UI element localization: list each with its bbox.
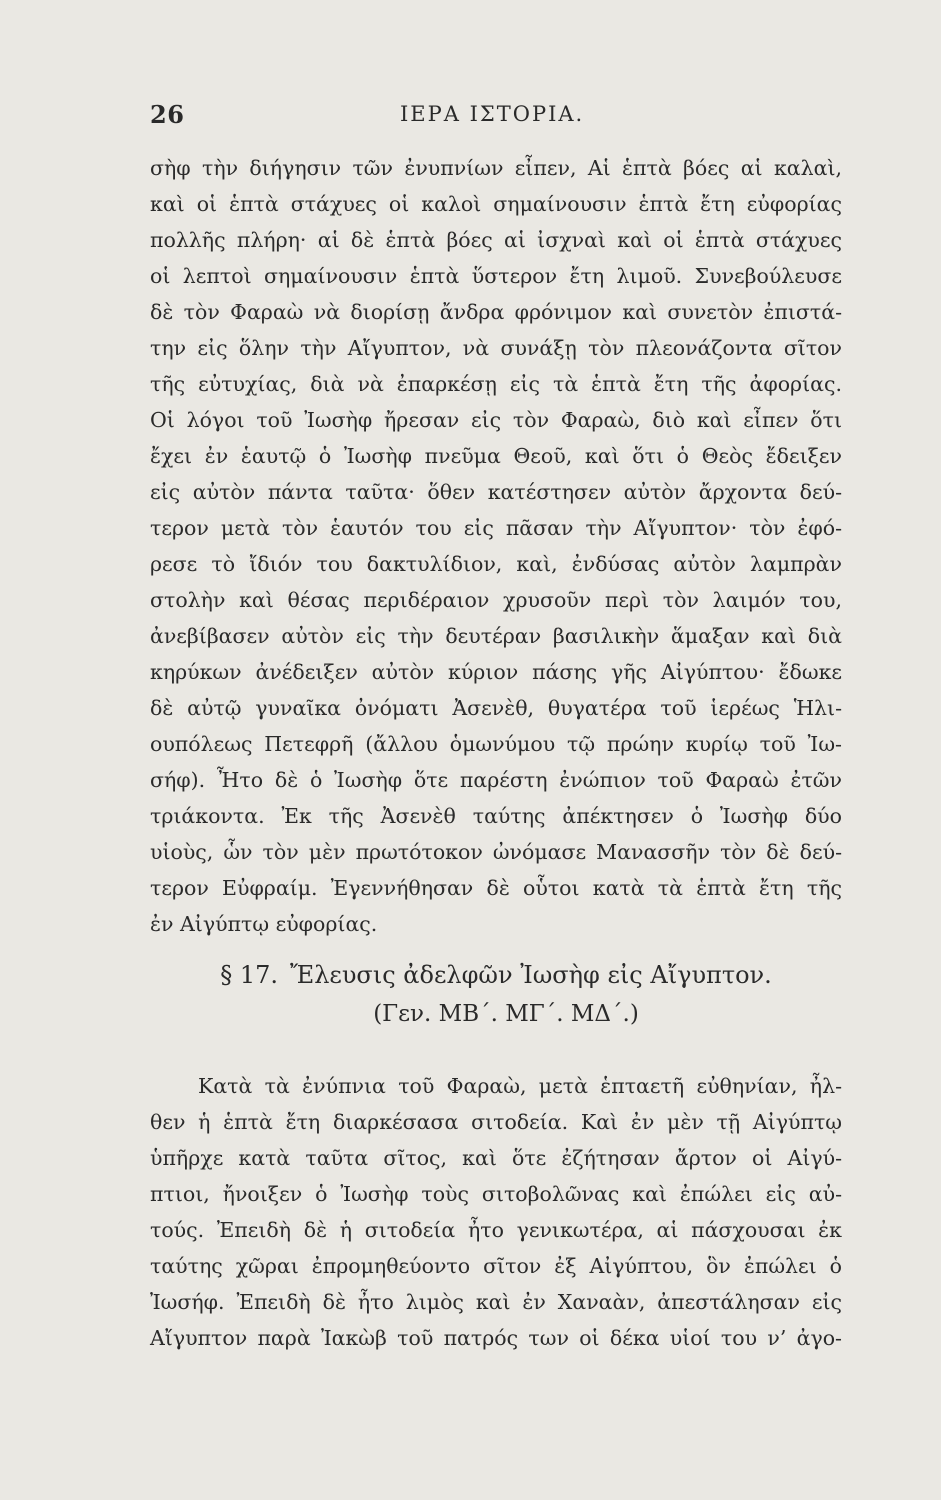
text-line: ἐν Αἰγύπτῳ εὐφορίας. bbox=[150, 912, 378, 936]
text-line: ταύτης χῶραι ἐπρομηθεύοντο σῖτον ἐξ Αἰγύπτου, ὃν ἐπώλει ὁ bbox=[150, 1254, 842, 1278]
text-line: καὶ οἱ ἑπτὰ στάχυες οἱ καλοὶ σημαίνουσιν ἑπτὰ ἔτη εὐφορίας bbox=[150, 192, 842, 216]
text-line: πτιοι, ἤνοιξεν ὁ Ἰωσὴφ τοὺς σιτοβολῶνας καὶ ἐπώλει εἰς αὐ- bbox=[150, 1182, 842, 1206]
text-line: δὲ αὐτῷ γυναῖκα ὀνόματι Ἀσενὲθ, θυγατέρα τοῦ ἱερέως Ἡλι- bbox=[150, 696, 842, 720]
text-line: υἱοὺς, ὧν τὸν μὲν πρωτότοκον ὠνόμασε Μανασσῆν τὸν δὲ δεύ- bbox=[150, 840, 842, 864]
section-title-line bbox=[150, 955, 842, 995]
text-line: Αἴγυπτον παρὰ Ἰακὼβ τοῦ πατρός των οἱ δέκα υἱοί του ν’ ἀγο- bbox=[150, 1326, 842, 1350]
text-line: θεν ἡ ἑπτὰ ἔτη διαρκέσασα σιτοδεία. Καὶ ἐν μὲν τῇ Αἰγύπτῳ bbox=[150, 1110, 842, 1134]
section-title: Ἔλευσις ἀδελφῶν Ἰωσὴφ εἰς Αἴγυπτον. bbox=[290, 961, 772, 989]
text-line: σὴφ τὴν διήγησιν τῶν ἐνυπνίων εἶπεν, Αἱ ἑπτὰ βόες αἱ καλαὶ, bbox=[150, 156, 842, 180]
page-number: 26 bbox=[150, 100, 185, 129]
text-line: δὲ τὸν Φαραὼ νὰ διορίσῃ ἄνδρα φρόνιμον καὶ συνετὸν ἐπιστά- bbox=[150, 300, 842, 324]
text-line: ἀνεβίβασεν αὐτὸν εἰς τὴν δευτέραν βασιλικὴν ἅμαξαν καὶ διὰ bbox=[150, 624, 842, 648]
text-line: τριάκοντα. Ἐκ τῆς Ἀσενὲθ ταύτης ἀπέκτησεν ὁ Ἰωσὴφ δύο bbox=[150, 804, 842, 828]
running-title: ΙΕΡΑ ΙΣΤΟΡΙΑ. bbox=[400, 102, 585, 126]
text-line: την εἰς ὅλην τὴν Αἴγυπτον, νὰ συνάξῃ τὸν πλεονάζοντα σῖτον bbox=[150, 336, 842, 360]
section-number: § 17. bbox=[220, 961, 278, 989]
text-line: πολλῆς πλήρη· αἱ δὲ ἑπτὰ βόες αἱ ἰσχναὶ καὶ οἱ ἑπτὰ στάχυες bbox=[150, 228, 842, 252]
text-line: εἰς αὐτὸν πάντα ταῦτα· ὅθεν κατέστησεν αὐτὸν ἄρχοντα δεύ- bbox=[150, 480, 842, 504]
text-line: ὑπῆρχε κατὰ ταῦτα σῖτος, καὶ ὅτε ἐζήτησαν ἄρτον οἱ Αἰγύ- bbox=[150, 1146, 842, 1170]
section-heading bbox=[150, 955, 842, 1033]
text-line: Κατὰ τὰ ἐνύπνια τοῦ Φαραὼ, μετὰ ἑπταετῆ εὐθηνίαν, ἦλ- bbox=[198, 1074, 842, 1098]
text-line: ουπόλεως Πετεφρῆ (ἄλλου ὁμωνύμου τῷ πρώην κυρίῳ τοῦ Ἰω- bbox=[150, 732, 842, 756]
text-line: οἱ λεπτοὶ σημαίνουσιν ἑπτὰ ὕστερον ἔτη λιμοῦ. Συνεβούλευσε bbox=[150, 264, 842, 288]
text-line: τούς. Ἐπειδὴ δὲ ἡ σιτοδεία ἦτο γενικωτέρα, αἱ πάσχουσαι ἐκ bbox=[150, 1218, 842, 1242]
text-line: Ἰωσήφ. Ἐπειδὴ δὲ ἦτο λιμὸς καὶ ἐν Χαναὰν, ἀπεστάλησαν εἰς bbox=[150, 1290, 842, 1314]
text-line: κηρύκων ἀνέδειξεν αὐτὸν κύριον πάσης γῆς Αἰγύπτου· ἔδωκε bbox=[150, 660, 842, 684]
text-line: ἔχει ἐν ἑαυτῷ ὁ Ἰωσὴφ πνεῦμα Θεοῦ, καὶ ὅτι ὁ Θεὸς ἔδειξεν bbox=[150, 444, 842, 468]
paragraph-2 bbox=[150, 1068, 842, 1356]
paragraph-1 bbox=[150, 150, 842, 942]
text-line: σήφ). Ἦτο δὲ ὁ Ἰωσὴφ ὅτε παρέστη ἐνώπιον τοῦ Φαραὼ ἐτῶν bbox=[150, 768, 842, 792]
page-header bbox=[150, 100, 840, 134]
text-line: Οἱ λόγοι τοῦ Ἰωσὴφ ἤρεσαν εἰς τὸν Φαραὼ, διὸ καὶ εἶπεν ὅτι bbox=[150, 408, 842, 432]
text-line: τῆς εὐτυχίας, διὰ νὰ ἐπαρκέσῃ εἰς τὰ ἑπτὰ ἔτη τῆς ἀφορίας. bbox=[150, 372, 842, 396]
text-line: στολὴν καὶ θέσας περιδέραιον χρυσοῦν περὶ τὸν λαιμόν του, bbox=[150, 588, 842, 612]
text-line: τερον μετὰ τὸν ἑαυτόν του εἰς πᾶσαν τὴν Αἴγυπτον· τὸν ἐφό- bbox=[150, 516, 842, 540]
text-line: ρεσε τὸ ἴδιόν του δακτυλίδιον, καὶ, ἐνδύσας αὐτὸν λαμπρὰν bbox=[150, 552, 842, 576]
section-reference: (Γεν. ΜΒ΄. ΜΓ΄. ΜΔ΄.) bbox=[373, 1001, 639, 1027]
text-line: τερον Εὐφραίμ. Ἐγεννήθησαν δὲ οὗτοι κατὰ τὰ ἑπτὰ ἔτη τῆς bbox=[150, 876, 842, 900]
